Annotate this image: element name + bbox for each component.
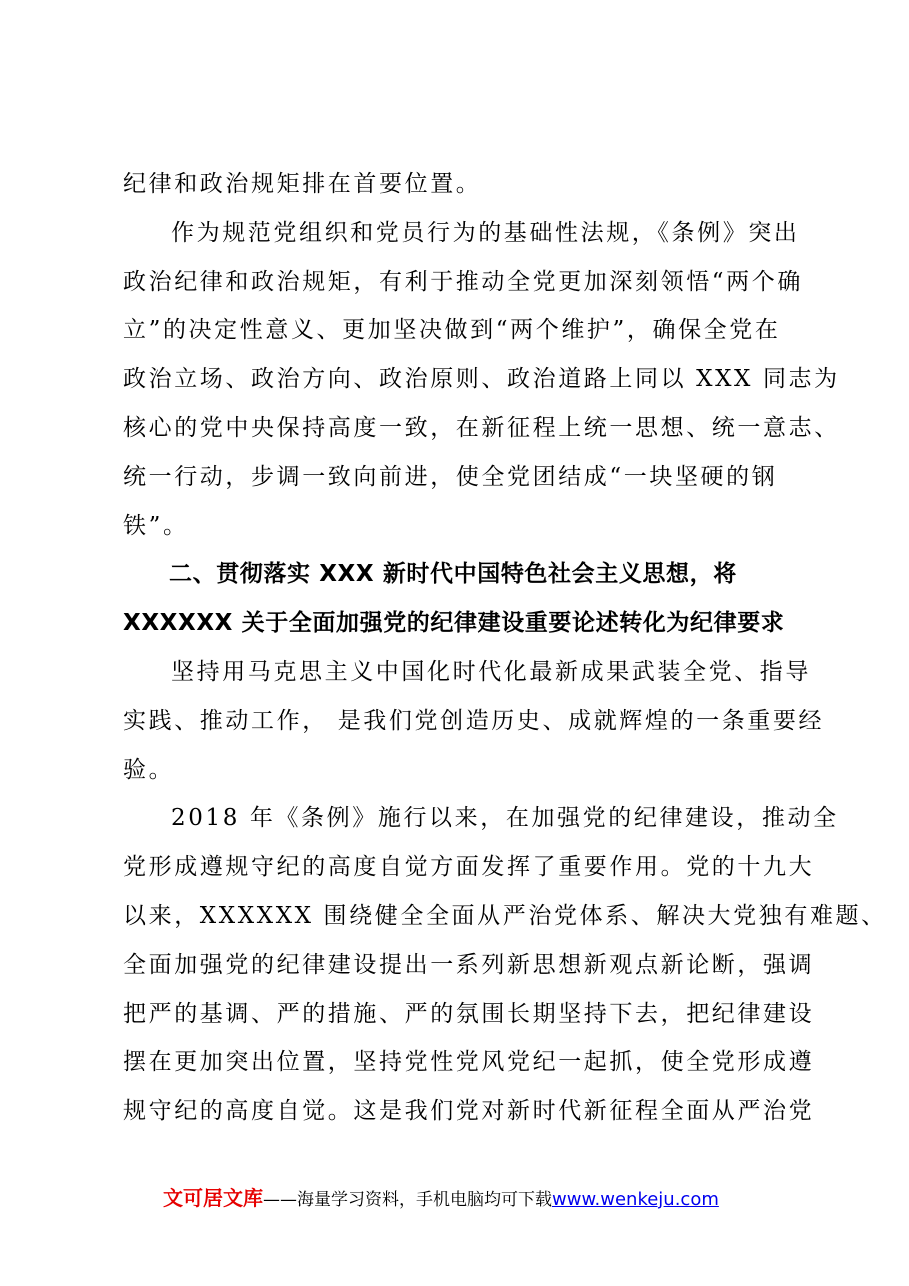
paragraph-line: 纪律和政治规矩排在首要位置。 (123, 171, 482, 197)
paragraph-line: 实践、推动工作， 是我们党创造历史、成就辉煌的一条重要经 (123, 707, 825, 734)
paragraph-line: 摆在更加突出位置，坚持党性党风党纪一起抓，使全党形成遵 (123, 1049, 815, 1076)
paragraph-line: 把严的基调、严的措施、严的氛围长期坚持下去，把纪律建设 (123, 1000, 815, 1027)
paragraph-line: 规守纪的高度自觉。这是我们党对新时代新征程全面从严治党 (123, 1098, 815, 1125)
paragraph-line: 政治纪律和政治规矩，有利于推动全党更加深刻领悟“两个确 (123, 268, 803, 295)
footer-url-link[interactable]: www.wenkeju.com (552, 1189, 719, 1210)
paragraph-line: 政治立场、政治方向、政治原则、政治道路上同以 XXX 同志为 (123, 366, 840, 393)
footer-banner (163, 1183, 783, 1213)
paragraph-line: 立”的决定性意义、更加坚决做到“两个维护”，确保全党在 (123, 317, 781, 344)
paragraph-line: 统一行动，步调一致向前进，使全党团结成“一块坚硬的钢 (123, 463, 778, 490)
paragraph-line: 以来，XXXXXX 围绕健全全面从严治党体系、解决大党独有难题、 (123, 902, 887, 929)
section-heading-line: XXXXXX 关于全面加强党的纪律建设重要论述转化为纪律要求 (123, 610, 785, 637)
paragraph-line: 坚持用马克思主义中国化时代化最新成果武装全党、指导 (171, 658, 811, 685)
document-body (123, 160, 887, 1136)
paragraph-line: 2018 年《条例》施行以来，在加强党的纪律建设，推动全 (171, 805, 839, 832)
paragraph-line: 铁”。 (123, 512, 189, 539)
footer-brand: 文可居文库 (163, 1186, 263, 1210)
paragraph-line: 核心的党中央保持高度一致，在新征程上统一思想、统一意志、 (123, 414, 840, 441)
paragraph-line: 验。 (123, 756, 175, 783)
paragraph-line: 党形成遵规守纪的高度自觉方面发挥了重要作用。党的十九大 (123, 854, 815, 881)
section-heading-line: 二、贯彻落实 XXX 新时代中国特色社会主义思想，将 (169, 561, 737, 588)
footer-tagline: ——海量学习资料，手机电脑均可下载 (263, 1190, 552, 1210)
paragraph-line: 作为规范党组织和党员行为的基础性法规，《条例》突出 (171, 219, 800, 246)
paragraph-line: 全面加强党的纪律建设提出一系列新思想新观点新论断，强调 (123, 951, 815, 978)
